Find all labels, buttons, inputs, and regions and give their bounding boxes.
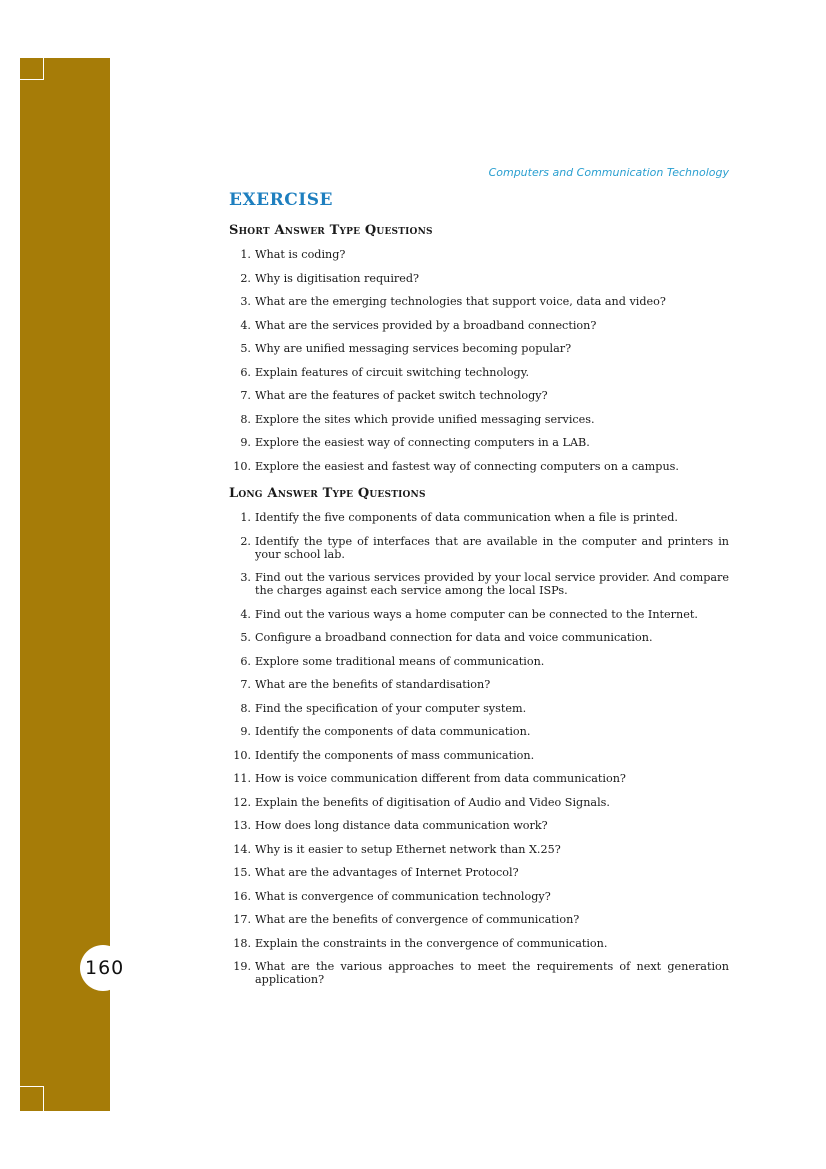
question-item [229, 631, 729, 644]
question-text: How is voice communication different from data communication? [255, 772, 626, 785]
question-number: 5. [240, 342, 251, 355]
question-item [229, 272, 729, 285]
question-text: Identify the components of data communication. [255, 725, 531, 738]
question-number: 13. [233, 819, 251, 832]
question-number: 1. [240, 511, 251, 524]
section-heading: Short Answer Type Questions [229, 223, 433, 238]
question-text: Find the specification of your computer system. [255, 701, 527, 715]
question-number: 3. [240, 571, 251, 584]
question-number: 11. [233, 772, 251, 785]
question-number: 6. [240, 654, 251, 668]
question-number: 19. [233, 960, 251, 973]
question-item [229, 866, 729, 879]
question-text: Configure a broadband connection for data and voice communication. [255, 631, 653, 644]
question-number: 2. [240, 534, 251, 548]
question-item [229, 702, 729, 715]
question-text: Find out the various ways a home computer can be connected to the Internet. [255, 607, 698, 621]
question-text: Identify the type of interfaces that are available in the computer and printers in your school lab. [255, 534, 729, 561]
crop-mark-top [20, 58, 44, 80]
question-number: 4. [240, 318, 251, 332]
question-number: 9. [240, 725, 251, 738]
question-item [229, 342, 729, 355]
question-item [229, 796, 729, 809]
question-number: 8. [240, 412, 251, 426]
question-item [229, 937, 729, 950]
question-text: Explore the easiest and fastest way of connecting computers on a campus. [255, 459, 679, 473]
long-answer-section [229, 486, 729, 997]
question-text: Explain the constraints in the convergence of communication. [255, 936, 608, 950]
question-number: 14. [233, 842, 251, 856]
question-text: Explore the easiest way of connecting computers in a LAB. [255, 436, 590, 449]
question-text: What are the benefits of standardisation? [255, 678, 491, 691]
question-item [229, 460, 729, 473]
question-text: What are the emerging technologies that support voice, data and video? [255, 295, 666, 308]
question-text: Identify the five components of data communication when a file is printed. [255, 511, 678, 524]
question-text: What is coding? [255, 248, 346, 261]
question-number: 10. [233, 459, 251, 473]
question-number: 7. [240, 389, 251, 402]
question-text: What is convergence of communication technology? [255, 889, 551, 903]
question-item [229, 772, 729, 785]
question-item [229, 655, 729, 668]
question-number: 4. [240, 607, 251, 621]
page-number: 160 [80, 945, 126, 991]
question-item [229, 843, 729, 856]
question-number: 17. [233, 913, 251, 926]
question-item [229, 749, 729, 762]
question-item [229, 819, 729, 832]
question-item [229, 890, 729, 903]
question-number: 6. [240, 365, 251, 379]
question-item [229, 366, 729, 379]
question-item [229, 436, 729, 449]
question-text: Why are unified messaging services becoming popular? [255, 342, 572, 355]
question-text: Explore the sites which provide unified messaging services. [255, 412, 595, 426]
question-text: Explore some traditional means of communication. [255, 654, 545, 668]
question-text: Identify the components of mass communication. [255, 748, 535, 762]
question-number: 9. [240, 436, 251, 449]
question-number: 2. [240, 271, 251, 285]
question-item [229, 319, 729, 332]
question-text: What are the advantages of Internet Protocol? [255, 866, 519, 879]
question-item [229, 678, 729, 691]
question-item [229, 389, 729, 402]
question-text: How does long distance data communication work? [255, 819, 548, 832]
question-text: Explain features of circuit switching technology. [255, 365, 530, 379]
question-item [229, 913, 729, 926]
section-heading: Long Answer Type Questions [229, 486, 426, 501]
question-item [229, 725, 729, 738]
question-number: 8. [240, 701, 251, 715]
page-title: EXERCISE [229, 190, 333, 210]
question-text: Why is digitisation required? [255, 271, 420, 285]
question-text: What are the benefits of convergence of communication? [255, 913, 580, 926]
question-number: 18. [233, 936, 251, 950]
question-number: 12. [233, 795, 251, 809]
short-answer-section [229, 223, 729, 483]
question-number: 3. [240, 295, 251, 308]
question-item [229, 413, 729, 426]
question-item [229, 535, 729, 561]
question-item [229, 608, 729, 621]
question-item [229, 571, 729, 597]
question-number: 16. [233, 889, 251, 903]
running-head: Computers and Communication Technology [488, 166, 729, 179]
question-number: 5. [240, 631, 251, 644]
question-list [229, 511, 729, 986]
question-text: Explain the benefits of digitisation of Audio and Video Signals. [255, 795, 610, 809]
question-text: What are the services provided by a broadband connection? [255, 318, 597, 332]
question-number: 7. [240, 678, 251, 691]
question-item [229, 295, 729, 308]
question-item [229, 960, 729, 986]
question-item [229, 511, 729, 524]
question-number: 1. [240, 248, 251, 261]
crop-mark-bottom [20, 1086, 44, 1111]
question-item [229, 248, 729, 261]
question-number: 10. [233, 748, 251, 762]
question-text: What are the features of packet switch technology? [255, 389, 548, 402]
question-text: What are the various approaches to meet the requirements of next generation application? [255, 960, 729, 986]
question-text: Find out the various services provided by your local service provider. And compare the charges against each service among the local ISPs. [255, 571, 729, 597]
question-text: Why is it easier to setup Ethernet network than X.25? [255, 842, 561, 856]
question-list [229, 248, 729, 473]
question-number: 15. [233, 866, 251, 879]
